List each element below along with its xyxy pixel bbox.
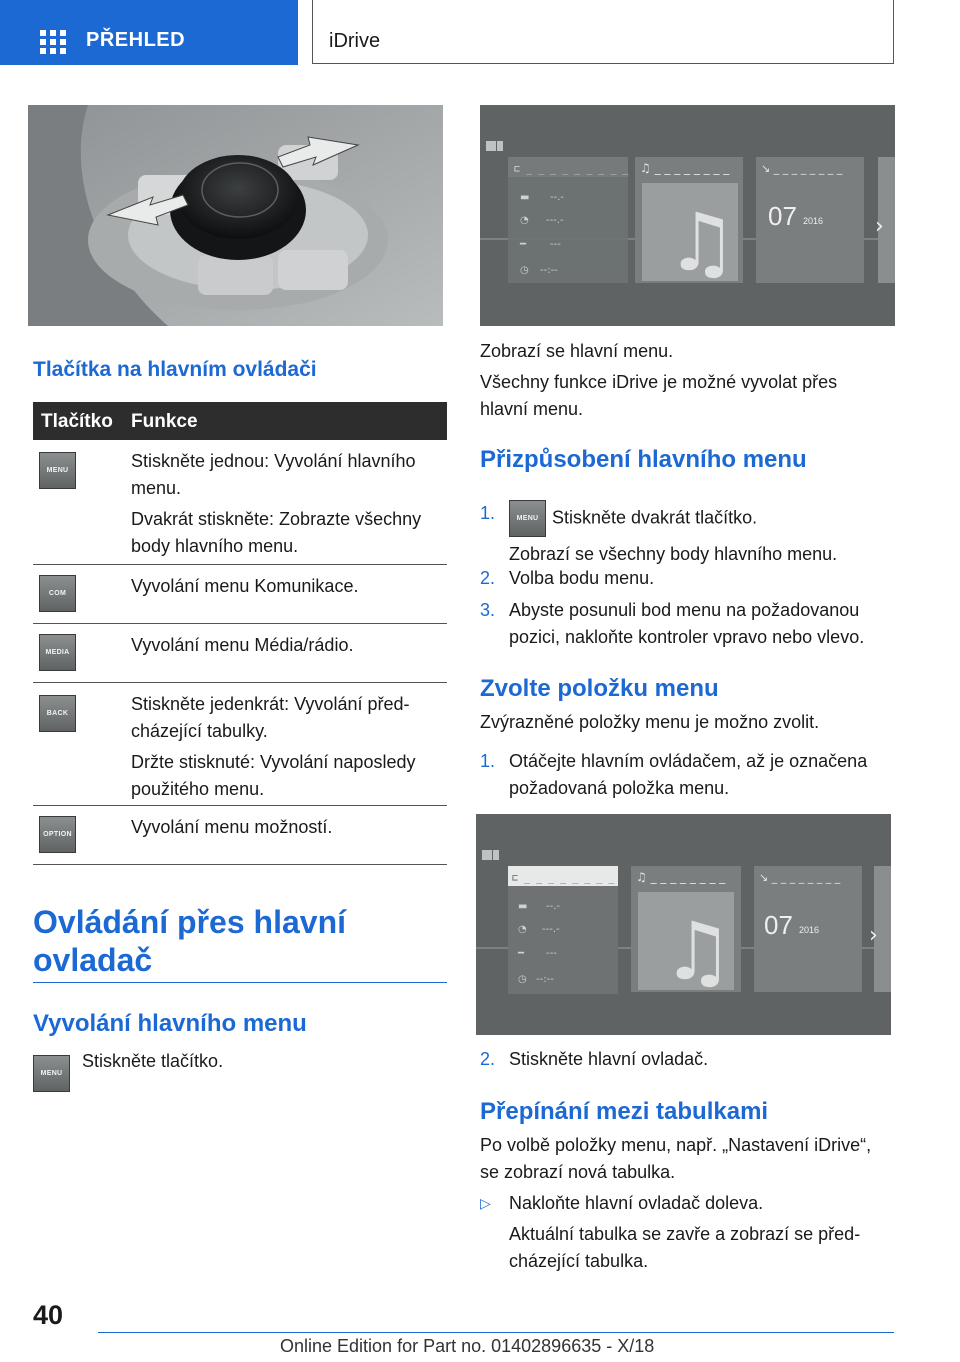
step-text: Otáčejte hlavním ovládačem, až je označena požadovaná položka menu. [509,751,868,798]
chapter-header [312,0,894,64]
menu-button-icon: MENU [39,452,76,489]
menu-button-icon: MENU [509,500,546,537]
row-text: Vyvolání menu možností. [131,817,333,837]
step-sub: Zobrazí se všechny body hlavního menu. [509,544,838,564]
table-row [33,683,447,806]
select-heading: Zvolte položku menu [480,675,719,702]
step-text: Stiskněte tlačítko. [82,1051,224,1071]
row-text: Držte stisknuté: Vyvolání naposledy použitého menu. [131,752,416,799]
trip-value: --- [550,239,561,250]
svg-text:⊏ _ _ _ _ _ _ _ _ _: ⊏ _ _ _ _ _ _ _ _ _ [512,873,627,884]
trip-value: --.- [546,901,561,912]
switch-heading: Přepínání mezi tabulkami [480,1098,769,1125]
row-text: Stiskněte jedenkrát: Vyvolání předcházející tabulky. [131,694,410,741]
tile-year: 2016 [803,216,824,226]
step-text: Stiskněte hlavní ovladač. [509,1049,709,1069]
option-button-icon: OPTION [39,816,76,853]
svg-text:›: › [875,214,884,239]
buttons-heading: Tlačítka na hlavním ovládači [33,358,317,381]
list-item [480,1190,900,1279]
tile-year: 2016 [799,925,820,935]
main-heading [33,903,346,979]
table-row [33,806,447,865]
list-item [480,748,900,802]
svg-text:◷: ◷ [518,974,527,985]
svg-text:↘ _ _ _ _ _ _ _ _: ↘ _ _ _ _ _ _ _ _ [759,871,841,884]
list-item [480,565,900,592]
svg-text:▬: ▬ [518,901,528,912]
switch-intro: Po volbě položky menu, např. „Nastavení iDrive“, se zobrazí nová tabulka. [480,1135,872,1182]
svg-text:━: ━ [518,948,525,959]
footer-divider [98,1332,894,1333]
footer-edition: Online Edition for Part no. 01402896635 - X/18 [280,1336,655,1356]
row-text: Vyvolání menu Média/rádio. [131,635,354,655]
trip-value: ---.- [546,215,564,226]
trip-value: --:-- [540,265,558,276]
trip-value: --.- [550,192,565,203]
section-tab[interactable] [0,0,298,65]
trip-value: --:-- [536,974,554,985]
trip-value: --- [546,948,557,959]
intro-p1: Zobrazí se hlavní menu. [480,341,674,361]
table-row [33,440,447,565]
com-button-icon: COM [39,575,76,612]
step-text: Abyste posunuli bod menu na požadovanou pozici, nakloňte kontroler vpravo nebo vlevo. [509,600,865,647]
step-number: 2. [480,568,496,588]
idrive-screen-main-menu [480,105,895,326]
table-row [33,565,447,624]
intro-p2: Všechny funkce iDrive je možné vyvolat přes hlavní menu. [480,372,838,419]
svg-text:♫: ♫ [662,905,734,998]
svg-text:━: ━ [520,239,527,250]
step-number: 3. [480,600,496,620]
step-text: Stiskněte dvakrát tlačítko. [552,507,758,528]
col-header-button: Tlačítko [41,411,113,432]
list-item [480,597,900,651]
list-item [480,1046,900,1073]
svg-text:◷: ◷ [520,265,529,276]
step-number: 1. [480,503,496,523]
svg-text:›: › [869,923,878,948]
step-number: 1. [480,751,496,771]
controller-photo [28,105,443,326]
main-heading-line2: ovladač [33,942,153,978]
step-sub: Aktuální tabulka se zavře a zobrazí se předcházející tabulka. [509,1224,861,1271]
tile-date: 07 [764,910,793,940]
svg-text:♫ _ _ _ _ _ _ _ _: ♫ _ _ _ _ _ _ _ _ [640,161,730,175]
back-button-icon: BACK [39,695,76,732]
buttons-table [33,402,447,865]
step-number: 2. [480,1049,496,1069]
svg-text:▬: ▬ [520,192,530,203]
trip-value: ---.- [542,924,560,935]
table-row [33,624,447,683]
customize-heading: Přizpůsobení hlavního menu [480,446,807,473]
row-text: Stiskněte jednou: Vyvolání hlavního menu. [131,451,416,498]
bullet-icon: ▷ [480,1195,491,1211]
col-header-function: Funkce [131,411,198,432]
table-header [33,402,447,440]
list-item [480,500,900,572]
menu-button-icon: MENU [33,1055,70,1092]
page-number: 40 [33,1300,64,1330]
media-button-icon: MEDIA [39,634,76,671]
select-intro: Zvýrazněné položky menu je možno zvolit. [480,712,820,732]
main-heading-line1: Ovládání přes hlavní [33,904,346,940]
svg-text:↘ _ _ _ _ _ _ _ _: ↘ _ _ _ _ _ _ _ _ [761,162,843,175]
step-text: Nakloňte hlavní ovladač doleva. [509,1193,764,1213]
svg-text:♫: ♫ [666,196,738,289]
heading-divider [33,982,447,983]
svg-text:◔: ◔ [520,215,529,226]
row-text: Vyvolání menu Komunikace. [131,576,359,596]
sub-heading: Vyvolání hlavního menu [33,1010,307,1037]
svg-text:♫ _ _ _ _ _ _ _ _: ♫ _ _ _ _ _ _ _ _ [636,870,726,884]
svg-text:⊏ _ _ _ _ _ _ _ _ _: ⊏ _ _ _ _ _ _ _ _ _ [514,164,629,175]
tile-date: 07 [768,201,797,231]
svg-text:◔: ◔ [518,924,527,935]
row-text: Dvakrát stiskněte: Zobrazte všechny body hlavního menu. [131,509,422,556]
idrive-screen-selected [476,814,891,1035]
chapter-label: iDrive [329,30,381,52]
section-label: PŘEHLED [86,29,186,51]
step-text: Volba bodu menu. [509,568,655,588]
